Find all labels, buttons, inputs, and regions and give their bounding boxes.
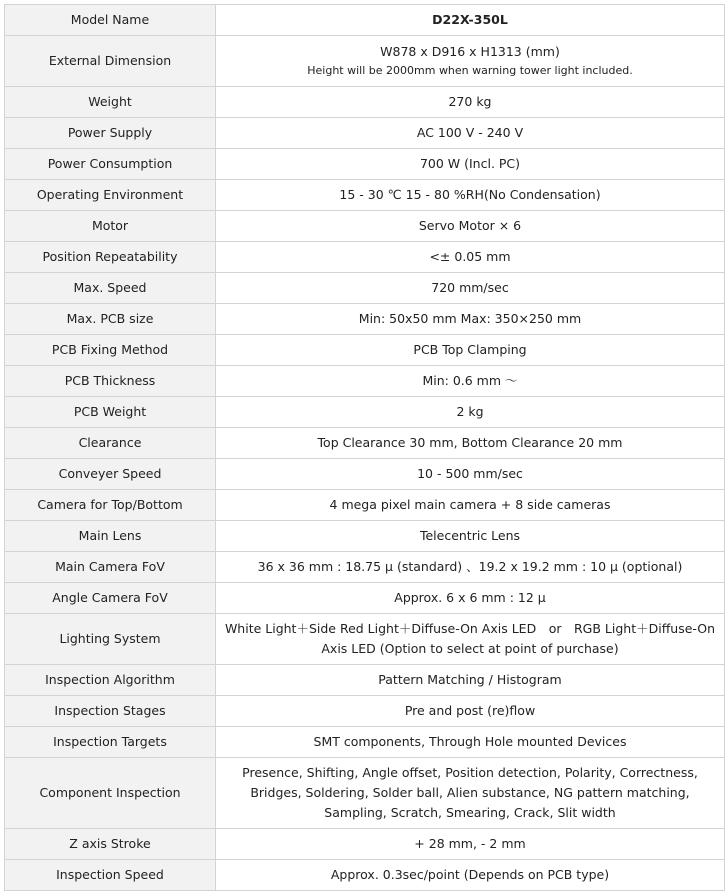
spec-row [5,180,725,211]
spec-label: Weight [5,87,216,118]
spec-value-cell [216,583,725,614]
spec-value-cell [216,366,725,397]
spec-value: 2 kg [456,404,484,419]
spec-row [5,335,725,366]
spec-row [5,521,725,552]
spec-value: Min: 50x50 mm Max: 350×250 mm [358,311,582,326]
spec-row [5,552,725,583]
spec-value: PCB Top Clamping [413,342,527,357]
spec-value: Telecentric Lens [419,528,521,543]
spec-row [5,490,725,521]
spec-value-cell [216,727,725,758]
spec-row [5,727,725,758]
spec-value-cell [216,829,725,860]
spec-value-cell [216,459,725,490]
spec-row [5,397,725,428]
spec-row [5,583,725,614]
spec-row [5,459,725,490]
spec-value: Pre and post (re)flow [404,703,536,718]
spec-value-cell [216,211,725,242]
spec-row [5,242,725,273]
spec-label: Max. Speed [5,273,216,304]
spec-value: Approx. 6 x 6 mm : 12 μ [394,590,546,605]
spec-value: 270 kg [448,94,492,109]
spec-label: Component Inspection [5,758,216,829]
spec-value: 10 - 500 mm/sec [417,466,523,481]
spec-row [5,273,725,304]
spec-label: Model Name [5,5,216,36]
spec-value: 700 W (Incl. PC) [419,156,521,171]
spec-value-cell [216,696,725,727]
spec-row [5,366,725,397]
spec-value-cell [216,758,725,829]
spec-label: Clearance [5,428,216,459]
spec-row [5,211,725,242]
spec-label: PCB Fixing Method [5,335,216,366]
spec-label: Lighting System [5,614,216,665]
spec-value: 720 mm/sec [431,280,509,295]
spec-row [5,87,725,118]
spec-value-cell [216,273,725,304]
spec-value: Pattern Matching / Histogram [378,672,562,687]
spec-label: Inspection Stages [5,696,216,727]
spec-table-body [5,5,725,891]
spec-label: Inspection Algorithm [5,665,216,696]
spec-value-cell [216,36,725,87]
spec-label: Power Consumption [5,149,216,180]
spec-value-cell [216,490,725,521]
spec-label: Main Lens [5,521,216,552]
spec-label: PCB Thickness [5,366,216,397]
spec-value: AC 100 V - 240 V [416,125,524,140]
spec-value-cell [216,614,725,665]
spec-row [5,304,725,335]
spec-value: Presence, Shifting, Angle offset, Position detection, Polarity, Correctness, Bridges, Soldering, Solder ball, Alien substance, NG pattern matching, Sampling, Scratch, Smearing, Crack, Slit width [242,765,698,820]
spec-row [5,696,725,727]
spec-label: Angle Camera FoV [5,583,216,614]
spec-label: Power Supply [5,118,216,149]
spec-value-cell [216,860,725,891]
spec-value: <± 0.05 mm [429,249,511,264]
spec-value: + 28 mm, - 2 mm [414,836,526,851]
spec-value-cell [216,118,725,149]
spec-row [5,36,725,87]
spec-row [5,665,725,696]
spec-value-cell [216,87,725,118]
spec-value: White Light＋Side Red Light＋Diffuse-On Axis LED or RGB Light＋Diffuse-On Axis LED (Option to select at point of purchase) [224,621,716,656]
spec-label: Conveyer Speed [5,459,216,490]
spec-value-cell [216,304,725,335]
spec-label: Motor [5,211,216,242]
spec-label: PCB Weight [5,397,216,428]
spec-value-cell [216,397,725,428]
spec-value-cell [216,335,725,366]
spec-label: Operating Environment [5,180,216,211]
spec-value: W878 x D916 x H1313 (mm) [380,44,560,59]
spec-value: Min: 0.6 mm ～ [422,373,518,388]
spec-label: Position Repeatability [5,242,216,273]
spec-row [5,860,725,891]
spec-label: Inspection Targets [5,727,216,758]
spec-label: Max. PCB size [5,304,216,335]
spec-value-cell [216,5,725,36]
spec-row [5,118,725,149]
spec-label: Inspection Speed [5,860,216,891]
spec-row [5,758,725,829]
spec-value: D22X-350L [432,12,508,27]
spec-row [5,149,725,180]
spec-value-cell [216,665,725,696]
spec-value-cell [216,242,725,273]
spec-label: Camera for Top/Bottom [5,490,216,521]
spec-value: Servo Motor × 6 [418,218,522,233]
spec-value-cell [216,428,725,459]
spec-value-cell [216,552,725,583]
spec-label: Main Camera FoV [5,552,216,583]
spec-value: 15 - 30 ℃ 15 - 80 %RH(No Condensation) [339,187,601,202]
spec-row [5,428,725,459]
spec-row [5,614,725,665]
spec-value-cell [216,521,725,552]
spec-note: Height will be 2000mm when warning tower light included. [307,64,633,77]
spec-value: 4 mega pixel main camera + 8 side cameras [329,497,611,512]
spec-label: Z axis Stroke [5,829,216,860]
spec-table [4,4,725,891]
spec-row [5,829,725,860]
spec-value-cell [216,149,725,180]
spec-value: Approx. 0.3sec/point (Depends on PCB type) [330,867,610,882]
spec-row [5,5,725,36]
spec-value: SMT components, Through Hole mounted Devices [313,734,627,749]
spec-label: External Dimension [5,36,216,87]
spec-value: Top Clearance 30 mm, Bottom Clearance 20 mm [317,435,623,450]
spec-value-cell [216,180,725,211]
spec-value: 36 x 36 mm : 18.75 μ (standard) 、19.2 x 19.2 mm : 10 μ (optional) [257,559,683,574]
